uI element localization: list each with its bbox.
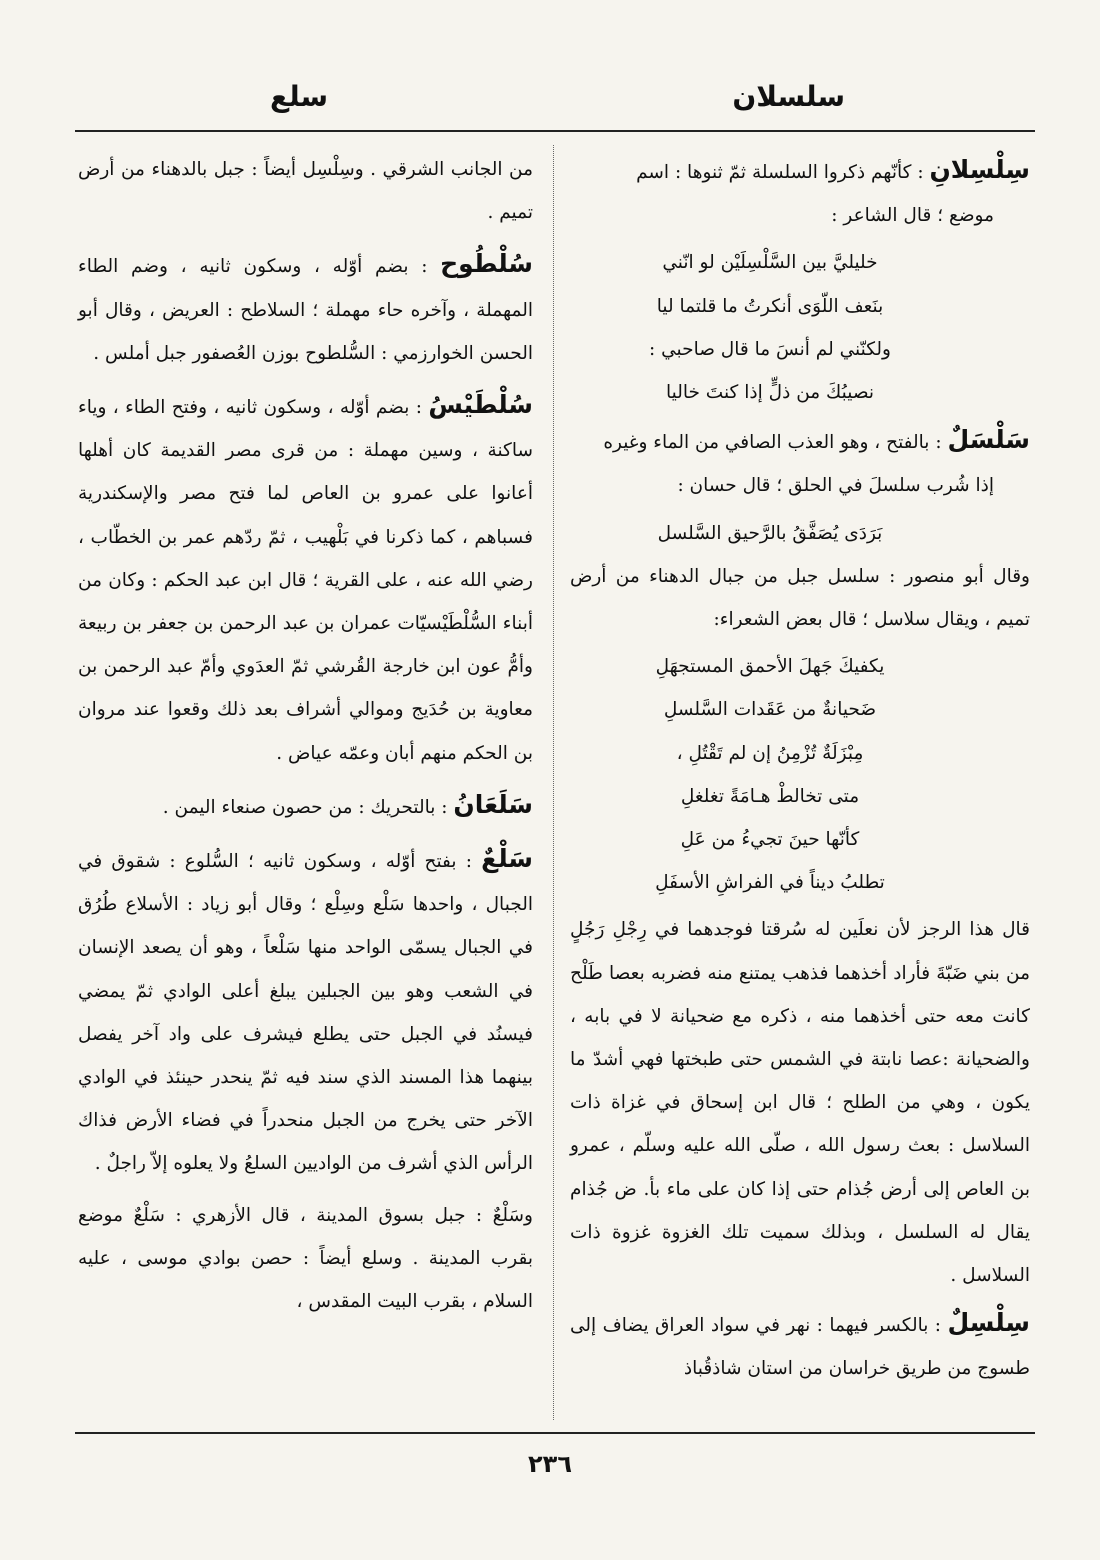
- entry-headword: سُلْطَيْسُ: [428, 390, 533, 420]
- verse-line: خليليَّ بين السَّلْسِلَيْن لو انّني: [662, 252, 878, 274]
- entry-sultuh: [78, 242, 533, 375]
- entry-text: : بضم أوّله ، وسكون ثانيه ، وضم الطاء المهملة ، وآخره حاء مهملة ؛ السلاطح : العريض ، وقال أبو الحسن الخوارزمي : السُّلطوح بوزن العُصفور جبل أملس .: [78, 256, 533, 364]
- entry-text: : بفتح أوّله ، وسكون ثانيه ؛ السُّلوع : شقوق في الجبال ، واحدها سَلْع وسِلْع ؛ وقال أبو زياد : الأسلاع طُرُق في الجبال يسمّى الواحد منها سَلْعاً ، وهو أن يصعد الإنسان في الشعب وهو بين الجبلين يبلغ أعلى الوادي ثمّ يمضي فيسنُد في الجبل حتى يطلع فيشرف على واد آخر يفصل بينهما هذا المسند الذي سند فيه ثمّ ينحدر حينئذ في الوادي الآخر حتى يخرج من الجبل منحدراً في فضاء الأرض فذاك الرأس الذي أشرف من الواديين السلعُ ولا يعلوه إلاّ راجلٌ .: [78, 851, 533, 1175]
- left-column: [78, 148, 533, 1331]
- verse-line: ضَحيانةٌ من عَقَدات السَّلسلِ: [663, 699, 877, 721]
- verse-line: مِبْزَلَةٌ تُزْمِنُ إن لم تَقْتُلِ ،: [676, 742, 864, 764]
- entry-paragraph: من الجانب الشرقي . وسِلْسِل أيضاً : جبل بالدهناء من أرض تميم .: [78, 159, 533, 224]
- entry-paragraph: قال هذا الرجز لأن نعلَين له سُرقتا فوجدهما في رِجْلِ رَجُلٍ من بني ضَبّةَ فأراد أخذهما فذهب يمتنع منه فضربه بعصا طَلْح كانت معه حتى أخذهما منه ، ذكره مع ضحيانة لا في بابه ، والضحيانة :عصا نابتة في الشمس حتى طبختها فهي أشدّ ما يكون ، وهي من الطلح ؛ قال ابن إسحاق في غزاة ذات السلاسل : بعث رسول الله ، صلّى الله عليه وسلّم ، عمرو بن العاص إلى أرض جُذام حتى إذا كان على ماء بأ. ض جُذام يقال له السلسل ، وبذلك سميت تلك الغزوة غزوة ذات السلاسل .: [570, 919, 1030, 1287]
- entry-silsilan: [570, 148, 1030, 237]
- verse-line: ولكنّني لم أنسَ ما قال صاحبي :: [649, 338, 891, 360]
- entry-text: : كأنّهم ذكروا السلسلة ثمّ ثنوها : اسم: [636, 162, 930, 183]
- entry-paragraph: وسَلْعٌ : جبل بسوق المدينة ، قال الأزهري : سَلْعٌ موضع بقرب المدينة . وسلع أيضاً : حصن بوادي موسى ، عليه السلام ، بقرب البيت المقدس ،: [78, 1204, 533, 1313]
- entry-text: : بالتحريك : من حصون صنعاء اليمن .: [162, 796, 454, 818]
- verse-line: بنَعف اللّوَى أنكرتُ ما قلتما ليا: [656, 295, 884, 317]
- entry-headword: سَلْسَلٌ: [947, 425, 1030, 455]
- entry-text: : بضم أوّله ، وسكون ثانيه ، وفتح الطاء ، وياء ساكنة ، وسين مهملة : من قرى مصر القديمة كان أهلها أعانوا على عمرو بن العاص لما فتح مصر والإسكندرية فسباهم ، كما ذكرنا في بَلْهيب ، ثمّ ردّهم عمر بن الخطّاب ، رضي الله عنه ، على القرية ؛ قال ابن عبد الحكم : وكان من أبناء السُّلْطَيْسيّات عمران بن عبد الرحمن بن جعفر بن ربيعة وأمُّ عون ابن خارجة القُرشي ثمّ العدَوي وأمّ عبد الرحمن بن معاوية بن حُدَيج وموالي أشراف بعد ذلك وقعوا عند مروان بن الحكم منهم أبان وعمّه عياض .: [78, 397, 533, 764]
- entry-silsil: [570, 1301, 1030, 1390]
- entry-sal: [78, 837, 533, 1186]
- verse-line: بَرَدَى يُصَفَّقُ بالرَّحيق السَّلسل: [657, 522, 883, 544]
- entry-salaan: [78, 783, 533, 829]
- poem-block: [570, 241, 1030, 414]
- column-divider: [553, 145, 555, 1420]
- verse-line: يكفيكَ جَهلَ الأحمق المستجهَلِ: [655, 656, 885, 678]
- entry-headword: سَلَعَانُ: [453, 789, 533, 819]
- header-rule: [75, 130, 1035, 132]
- verse-line: متى تخالطْ هـامَةً تغلغلِ: [680, 785, 860, 807]
- entry-headword: سُلْطُوح: [440, 249, 533, 279]
- verse-line: كأنّها حينَ تجيءُ من عَلِ: [680, 829, 860, 851]
- right-column: [570, 148, 1030, 1395]
- poem-block: [570, 645, 1030, 904]
- entry-paragraph: وقال أبو منصور : سلسل جبل من جبال الدهناء من أرض تميم ، ويقال سلاسل ؛ قال بعض الشعراء:: [570, 565, 1030, 631]
- page-number: ٢٣٦: [528, 1450, 572, 1478]
- entry-salsal: [570, 418, 1030, 507]
- entry-text: : بالفتح ، وهو العذب الصافي من الماء وغيره: [603, 432, 948, 454]
- entry-text-continued: موضع ؛ قال الشاعر :: [831, 205, 994, 227]
- entry-sultays: [78, 383, 533, 775]
- verse-line: نصيبُكَ من ذلٍّ إذا كنتَ خاليا: [665, 382, 875, 404]
- entry-text-continued: إذا شُرب سلسلَ في الحلق ؛ قال حسان :: [677, 475, 994, 497]
- entry-headword: سَلْعٌ: [481, 844, 533, 874]
- entry-headword: سِلْسِلانِ: [929, 155, 1030, 184]
- entry-text: : بالكسر فيهما : نهر في سواد العراق يضاف إلى طسوج من طريق خراسان من استان شاذقُباذ: [570, 1315, 1030, 1380]
- running-header-right: سلسلان: [732, 80, 845, 113]
- entry-headword: سِلْسِلٌ: [947, 1308, 1030, 1338]
- footer-rule: [75, 1432, 1035, 1434]
- running-header-left: سلع: [270, 80, 329, 113]
- verse-line: تطلبُ ديناً في الفراشِ الأسفَلِ: [655, 872, 885, 894]
